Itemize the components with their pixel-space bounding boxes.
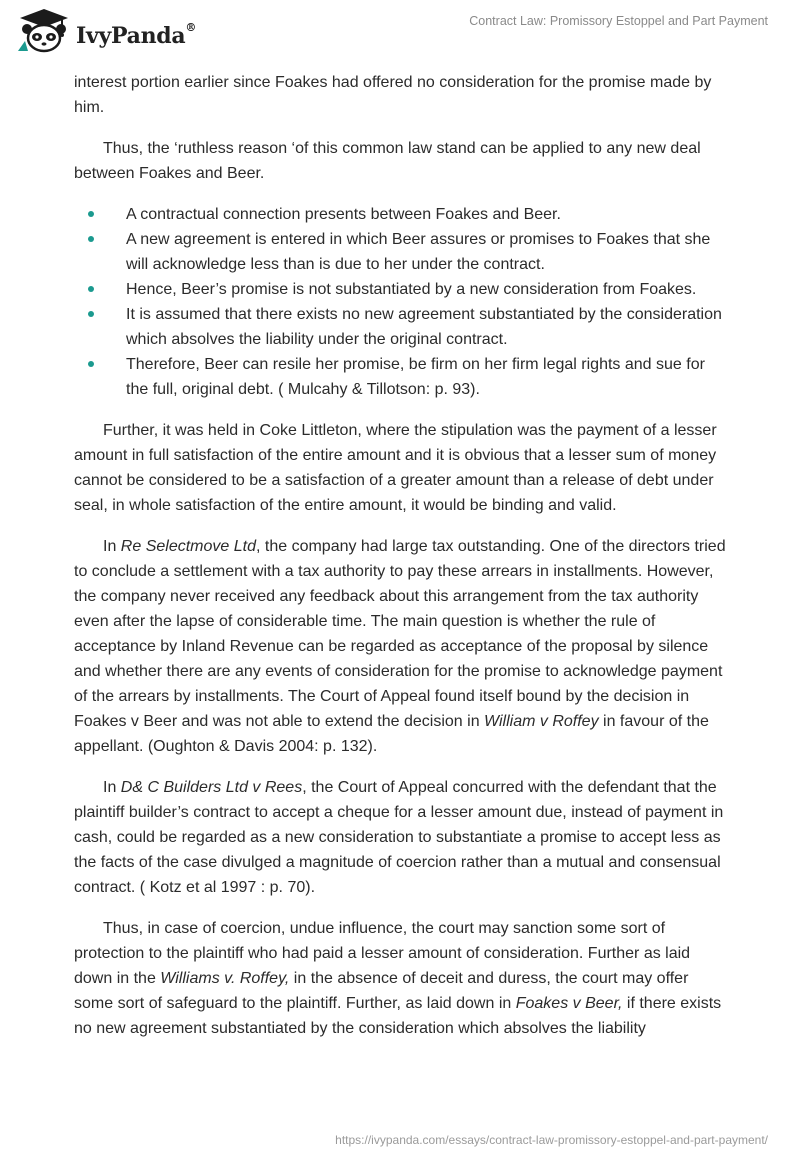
bullet-icon <box>88 286 94 292</box>
bullet-icon <box>88 361 94 367</box>
paragraph: In D& C Builders Ltd v Rees, the Court of Appeal concurred with the defendant that the plaintiff builder’s contract to accept a cheque for a lesser amount due, instead of payment in cash, could be regarded as a new consideration to substantiate a promise to accept less as the facts of the case divulged a magnitude of coercion rather than a mutual and consensual contract. ( Kotz et al 1997 : p. 70). <box>74 779 724 896</box>
panda-graduation-cap-icon <box>16 7 72 53</box>
paragraph: In Re Selectmove Ltd, the company had large tax outstanding. One of the directors tried to conclude a settlement with a tax authority to pay these arrears in installments. However, the company never received any feedback about this arrangement from the tax authority even after the lapse of considerable time. The main question is whether the rule of acceptance by Inland Revenue can be regarded as acceptance of the proposal by silence and whether there are any events of consideration for the promise to acknowledge payment of the arrears by installments. The Court of Appeal found itself bound by the decision in Foakes v Beer and was not able to extend the decision in William v Roffey in favour of the appellant. (Oughton & Davis 2004: p. 132). <box>74 538 726 755</box>
source-url[interactable]: https://ivypanda.com/essays/contract-law-promissory-estoppel-and-part-payment/ <box>335 1133 768 1147</box>
bullet-list <box>74 202 730 402</box>
list-item: Therefore, Beer can resile her promise, be firm on her firm legal rights and sue for the full, original debt. ( Mulcahy & Tillotson: p. 93). <box>74 352 730 402</box>
brand-logo[interactable] <box>16 7 216 57</box>
paragraph: Thus, in case of coercion, undue influence, the court may sanction some sort of protection to the plaintiff who had paid a lesser amount of consideration. Further as laid down in the Williams v. Roffey, in the absence of deceit and duress, the court may offer some sort of safeguard to the plaintiff. Further, as laid down in Foakes v Beer, if there exists no new agreement substantiated by the consideration which absolves the liability <box>74 920 722 1037</box>
case-name: Re Selectmove Ltd <box>120 538 256 555</box>
page-header <box>0 0 800 64</box>
paragraph: Thus, the ‘ruthless reason ‘of this common law stand can be applied to any new deal between Foakes and Beer. <box>74 140 701 182</box>
case-name: D& C Builders Ltd v Rees <box>120 779 303 796</box>
list-item: A contractual connection presents between Foakes and Beer. <box>74 202 730 227</box>
case-name: William v Roffey <box>484 713 599 730</box>
paragraph: Further, it was held in Coke Littleton, where the stipulation was the payment of a lesser amount in full satisfaction of the entire amount and it is obvious that a lesser sum of money cannot be considered to be a satisfaction of a greater amount than a release of debt under seal, in whole satisfaction of the entire amount, it would be binding and valid. <box>74 422 717 514</box>
case-name: Foakes v Beer, <box>515 995 623 1012</box>
document-title: Contract Law: Promissory Estoppel and Part Payment <box>469 14 768 28</box>
list-item: It is assumed that there exists no new agreement substantiated by the consideration which absolves the liability under the original contract. <box>74 302 730 352</box>
bullet-icon <box>88 211 94 217</box>
paragraph: interest portion earlier since Foakes had offered no consideration for the promise made by him. <box>74 74 712 116</box>
essay-body <box>74 70 730 1057</box>
bullet-icon <box>88 236 94 242</box>
list-item: Hence, Beer’s promise is not substantiated by a new consideration from Foakes. <box>74 277 730 302</box>
list-item: A new agreement is entered in which Beer assures or promises to Foakes that she will acknowledge less than is due to her under the contract. <box>74 227 730 277</box>
case-name: Williams v. Roffey, <box>160 970 290 987</box>
bullet-icon <box>88 311 94 317</box>
brand-name: IvyPanda® <box>76 20 197 49</box>
